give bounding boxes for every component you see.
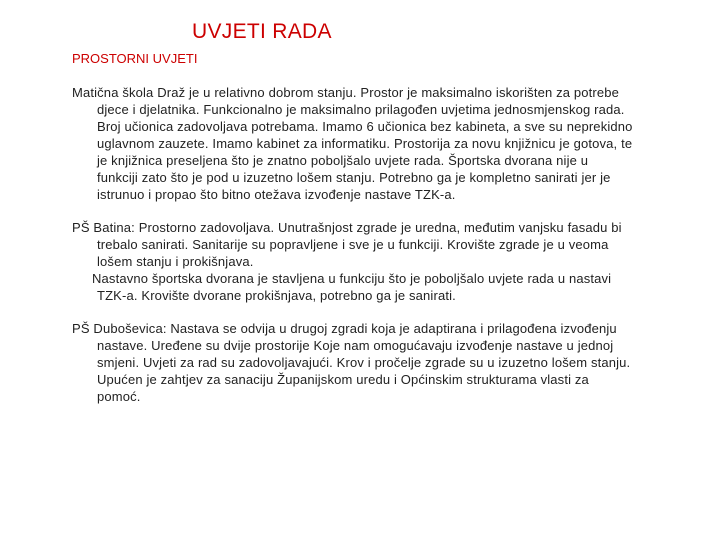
paragraph-3-line-1: PŠ Duboševica: Nastava se odvija u drugoj zgradi koja je adaptirana i prilagođena izvođenju [72, 321, 617, 336]
paragraph-1-line-7: istrunuo i propao što bitno otežava izvođenje nastave TZK-a. [97, 187, 456, 202]
section-subtitle: PROSTORNI UVJETI [72, 51, 198, 66]
paragraph-1-line-1: Matična škola Draž je u relativno dobrom stanju. Prostor je maksimalno iskorišten za potrebe [72, 85, 620, 100]
paragraph-1-line-6: funkciji zato što je pod u izuzetno lošem stanju. Potrebno ga je kompletno sanirati jer je [97, 170, 611, 185]
paragraph-3-line-3: smjeni. Uvjeti za rad su zadovoljavajući. Krov i pročelje zgrade su u izuzetno lošem stanju. [97, 355, 631, 370]
paragraph-2-line-5: TZK-a. Krovište dvorane prokišnjava, potrebno ga je sanirati. [97, 288, 456, 303]
paragraph-3-line-4: Upućen je zahtjev za sanaciju Županijskom uredu i Općinskim strukturama vlasti za [97, 372, 589, 387]
paragraph-1-line-4: uglavnom zauzete. Imamo kabinet za informatiku. Prostorija za novu knjižnicu je gotova, te [97, 136, 633, 151]
paragraph-2-line-2: trebalo sanirati. Sanitarije su popravljene i sve je u funkciji. Krovište zgrade je u veoma [97, 237, 609, 252]
paragraph-1-line-3: Broj učionica zadovoljava potrebama. Imamo 6 učionica bez kabineta, a sve su neprekidno [97, 119, 633, 134]
paragraph-3-line-2: nastave. Uređene su dvije prostorije Koje nam omogućavaju izvođenje nastave u jednoj [97, 338, 614, 353]
paragraph-2-line-3: lošem stanju i prokišnjava. [97, 254, 254, 269]
paragraph-1-line-5: je knjižnica preseljena što je znatno poboljšalo uvjete rada. Športska dvorana nije u [97, 153, 589, 168]
paragraph-1-line-2: djece i djelatnika. Funkcionalno je maksimalno prilagođen uvjetima jednosmjenskog rada. [97, 102, 625, 117]
paragraph-3-line-5: pomoć. [97, 389, 141, 404]
paragraph-2-line-4: Nastavno športska dvorana je stavljena u funkciju što je poboljšalo uvjete rada u nastavi [92, 271, 612, 286]
page-title: UVJETI RADA [192, 20, 332, 43]
paragraph-2-line-1: PŠ Batina: Prostorno zadovoljava. Unutrašnjost zgrade je uredna, međutim vanjsku fasadu bi [72, 220, 622, 235]
